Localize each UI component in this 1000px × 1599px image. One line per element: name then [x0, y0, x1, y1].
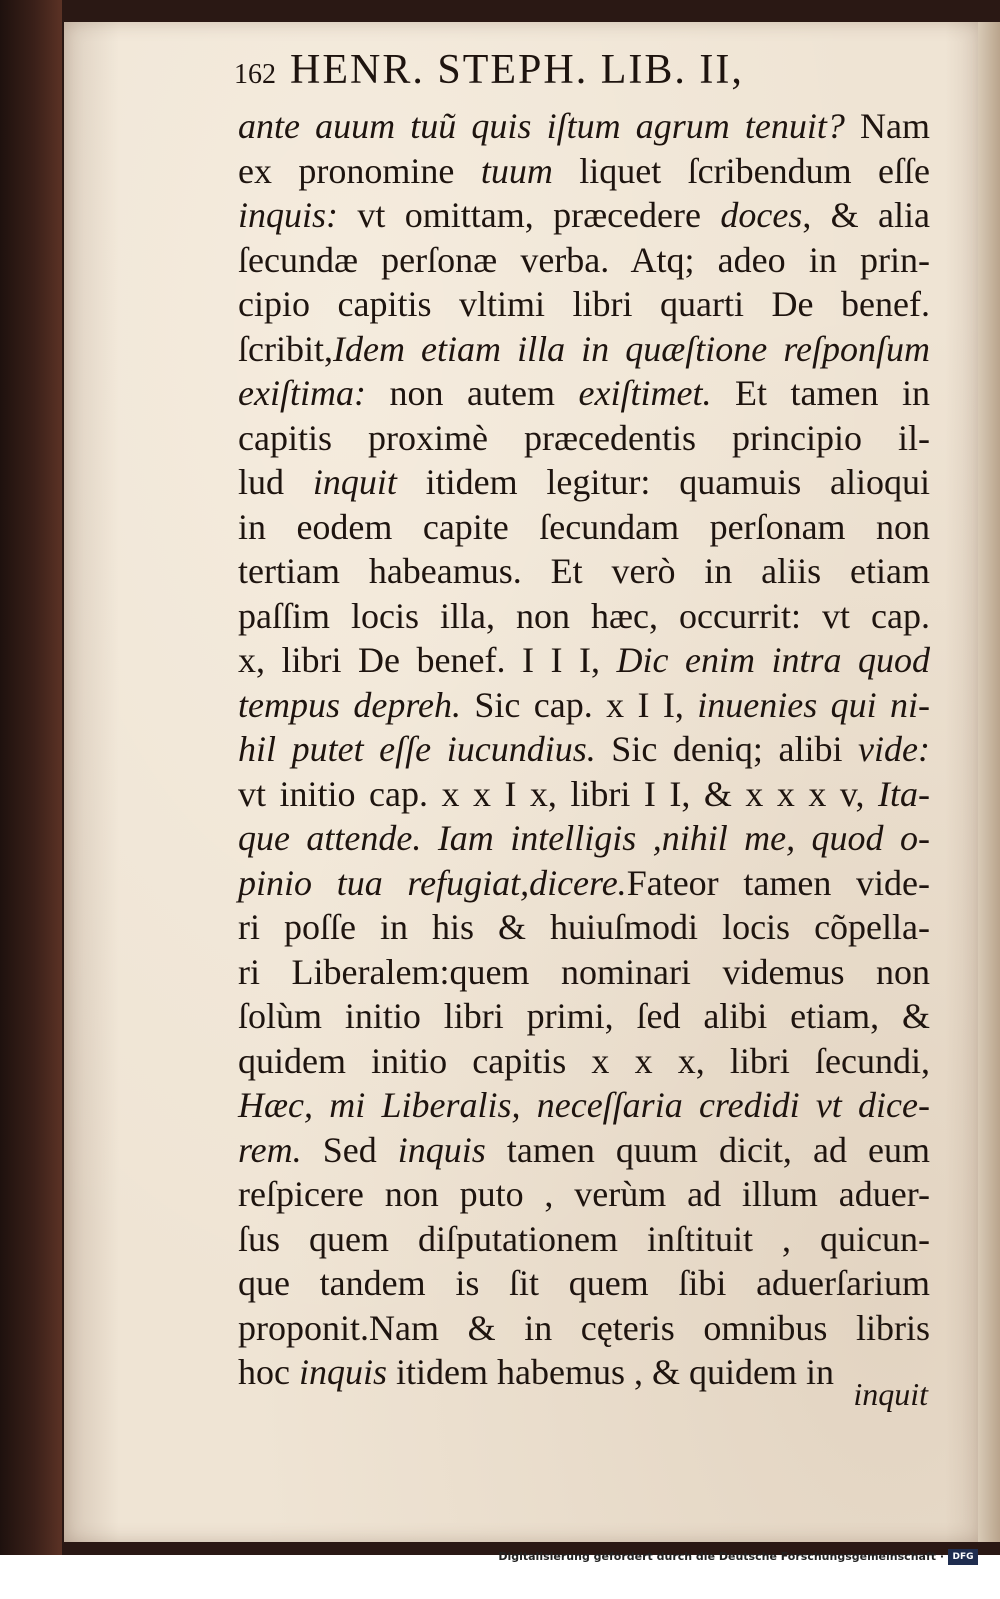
text-segment: non autem: [365, 373, 579, 413]
italic-text-segment: ante auum tuũ quis iſtum agrum tenuit?: [238, 106, 845, 146]
text-segment: lud: [238, 462, 313, 502]
italic-text-segment: inuenies qui ni-: [697, 684, 930, 725]
text-line: [238, 861, 930, 906]
text-line: [238, 772, 930, 817]
italic-text-segment: exiſtimet.: [578, 373, 712, 413]
text-line: [238, 638, 930, 683]
text-segment: vt initio cap. x x I x, libri I I, & x x x v,: [238, 773, 879, 814]
text-line: [238, 683, 930, 728]
text-line: [238, 594, 930, 639]
text-segment: quidem initio capitis x x x, libri ſecundi,: [238, 1040, 930, 1081]
text-segment: itidem legitur: quamuis alioqui: [396, 462, 930, 502]
text-segment: paſſim locis illa, non hæc, occurrit: vt cap.: [238, 595, 930, 636]
italic-text-segment: inquis: [298, 1352, 387, 1392]
italic-text-segment: Idem etiam illa in quæſtione reſponſum: [332, 328, 930, 369]
text-segment: tamen quum dicit, ad eum: [485, 1129, 931, 1170]
text-line: [238, 505, 930, 550]
text-segment: capitis proximè præcedentis principio il-: [238, 417, 930, 458]
italic-text-segment: que attende. Iam intelligis ,nihil me, quod o-: [238, 818, 930, 858]
text-segment: , & alia: [802, 195, 930, 235]
text-line: [238, 727, 930, 772]
italic-text-segment: inquis:: [238, 195, 339, 235]
italic-text-segment: tuum: [480, 150, 553, 191]
text-line: [238, 238, 930, 283]
text-line: [238, 282, 930, 327]
funding-note: Digitalisierung gefördert durch die Deutsche Forschungsgemeinschaft ·: [498, 1550, 944, 1563]
italic-text-segment: Hæc, mi Liberalis, neceſſaria credidi vt dice-: [238, 1085, 930, 1125]
text-line: [238, 104, 930, 149]
italic-text-segment: exiſtima:: [238, 373, 366, 413]
text-line: [238, 1172, 930, 1217]
text-line: [238, 549, 930, 594]
text-segment: que tandem is ſit quem ſibi aduerſarium: [238, 1263, 930, 1303]
page-fore-edge: [978, 22, 1000, 1542]
text-segment: in eodem capite ſecundam perſonam non: [238, 506, 930, 547]
text-line: [238, 1128, 930, 1173]
running-head: HENR. STEPH. LIB. II,: [290, 47, 744, 93]
text-segment: cipio capitis vltimi libri quarti De benef.: [238, 284, 930, 324]
body-text: [238, 104, 930, 1395]
text-segment: ſcribit,: [238, 328, 333, 369]
text-segment: tertiam habeamus. Et verò in aliis etiam: [238, 551, 930, 591]
text-segment: hoc: [238, 1352, 299, 1392]
text-line: [238, 1039, 930, 1084]
text-segment: ſus quem diſputationem inſtituit , quicun-: [238, 1218, 930, 1259]
text-line: [238, 460, 930, 505]
page-header: [234, 46, 934, 106]
italic-text-segment: tempus depreh.: [238, 684, 462, 725]
dfg-logo: DFG: [948, 1549, 978, 1565]
text-line: [238, 816, 930, 861]
text-line: [238, 149, 930, 194]
text-line: [238, 371, 930, 416]
text-line: [238, 1261, 930, 1306]
text-line: [238, 1217, 930, 1262]
italic-text-segment: doces: [720, 195, 803, 235]
text-line: [238, 1306, 930, 1351]
text-segment: Fateor tamen vide-: [626, 862, 930, 903]
italic-text-segment: inquit: [312, 462, 397, 502]
text-segment: itidem habemus , & quidem in: [387, 1352, 834, 1392]
text-line: [238, 950, 930, 995]
text-segment: ex pronomine: [238, 150, 481, 191]
text-segment: liquet ſcribendum eſſe: [552, 150, 930, 191]
text-segment: proponit.Nam & in cęteris omnibus libris: [238, 1307, 930, 1348]
text-segment: Sic deniq; alibi: [595, 729, 859, 769]
italic-text-segment: inquis: [397, 1129, 486, 1170]
italic-text-segment: hil putet eſſe iucundius.: [238, 729, 596, 769]
catchword: inquit: [853, 1376, 928, 1412]
italic-text-segment: Dic enim intra quod: [616, 640, 930, 680]
text-segment: reſpicere non puto , verùm ad illum aduer-: [238, 1174, 930, 1214]
text-line: [238, 327, 930, 372]
text-segment: Sed: [301, 1129, 398, 1170]
text-segment: x, libri De benef. I I I,: [238, 640, 617, 680]
text-line: [238, 193, 930, 238]
text-segment: vt omittam, præcedere: [338, 195, 721, 235]
text-segment: ri Liberalem:quem nominari videmus non: [238, 951, 930, 992]
text-line: [238, 905, 930, 950]
text-segment: Nam: [844, 106, 930, 146]
text-segment: ri poſſe in his & huiuſmodi locis cõpella-: [238, 907, 930, 947]
text-segment: Et tamen in: [711, 373, 930, 413]
italic-text-segment: rem.: [238, 1129, 302, 1170]
text-line: [238, 994, 930, 1039]
italic-text-segment: pinio tua refugiat,dicere.: [238, 862, 627, 903]
italic-text-segment: vide:: [858, 729, 930, 769]
book-binding-edge: [0, 0, 62, 1555]
text-segment: ſolùm initio libri primi, ſed alibi etiam, &: [238, 996, 930, 1036]
page-number: 162: [234, 59, 276, 90]
italic-text-segment: Ita-: [878, 773, 930, 814]
text-line: [238, 416, 930, 461]
text-line: [238, 1083, 930, 1128]
text-segment: Sic cap. x I I,: [461, 684, 698, 725]
text-segment: ſecundæ perſonæ verba. Atq; adeo in prin-: [238, 239, 930, 280]
